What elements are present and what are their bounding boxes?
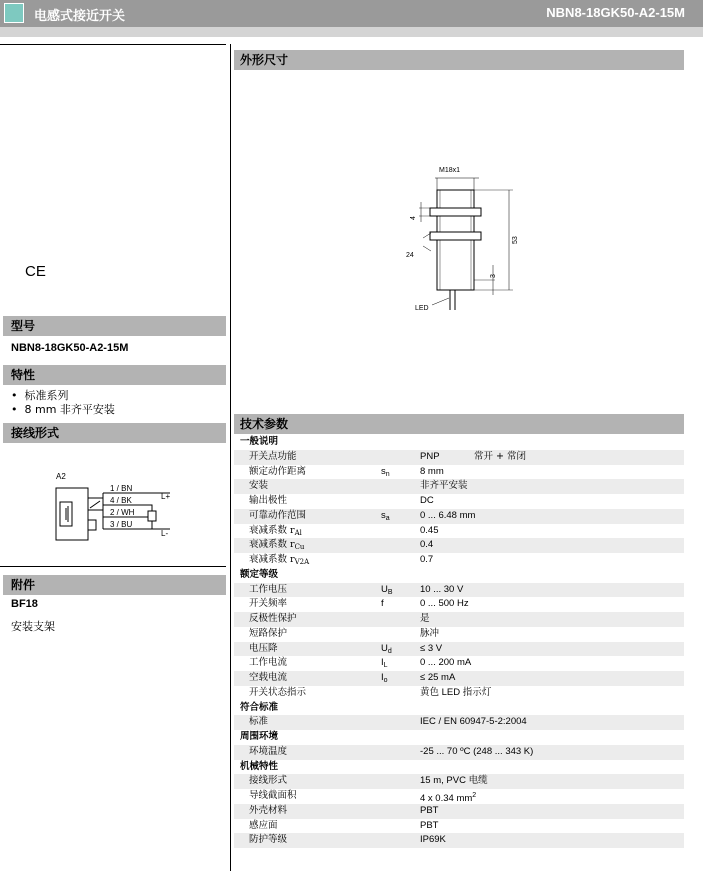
wiring-diagram — [40, 468, 190, 548]
length-label: 53 — [512, 236, 519, 244]
tech-row-label: 衰减系数 $r_{V2A}$ — [249, 554, 310, 566]
tech-row-value: IP69K — [420, 834, 446, 846]
accessory-description: 安装支架 — [11, 620, 55, 633]
led-label: LED — [415, 305, 429, 312]
tech-row-value: 是 — [420, 613, 430, 624]
title-bar — [0, 0, 703, 27]
tech-row — [234, 656, 684, 671]
tech-row — [234, 538, 684, 553]
column-divider — [230, 44, 231, 871]
tech-row-label: 安装 — [249, 480, 269, 492]
left-divider — [0, 44, 226, 45]
tech-row-label: 衰减系数 $r_{Cu}$ — [249, 539, 305, 552]
tech-row-value: 黄色 LED 指示灯 — [420, 686, 492, 698]
tech-row-value: PBT — [420, 804, 439, 816]
tech-row-symbol: $U_d$ — [381, 642, 392, 655]
tech-row-label: 符合标准 — [240, 701, 279, 713]
tech-row-value: 非齐平安装 — [420, 480, 468, 492]
tech-row — [234, 819, 684, 834]
left-divider — [0, 566, 226, 567]
accessory-header: 附件 — [3, 575, 226, 595]
tech-row-note: 常开 + 常闭 — [474, 450, 526, 462]
tech-row-value: 0.4 — [420, 539, 434, 551]
lminus-label: L- — [161, 529, 169, 538]
tech-row — [234, 450, 684, 465]
tech-row-label: 标准 — [249, 716, 269, 728]
product-model-title: NBN8-18GK50-A2-15M — [546, 5, 685, 20]
tech-row — [234, 789, 684, 804]
tech-row-label: 导线截面积 — [249, 790, 297, 801]
tech-row — [234, 479, 684, 494]
tech-row-value: 0 ... 6.48 mm — [420, 509, 476, 521]
tech-row — [234, 715, 684, 730]
tech-row-symbol: $I_o$ — [381, 672, 388, 684]
tech-row — [234, 833, 684, 848]
tech-row-label: 工作电压 — [249, 583, 288, 595]
tech-row — [234, 597, 684, 612]
tech-row-value: 0.7 — [420, 554, 434, 565]
dimensions-header: 外形尺寸 — [234, 50, 684, 70]
tech-row-value: 0.45 — [420, 524, 439, 536]
tech-section-header — [234, 701, 684, 716]
tech-row — [234, 583, 684, 598]
pin-label: 3 / BU — [110, 520, 133, 529]
pin-label: 4 / BK — [110, 496, 132, 505]
tech-row — [234, 774, 684, 789]
tech-row-label: 电压降 — [249, 642, 278, 654]
tech-row-label: 开关状态指示 — [249, 686, 307, 698]
ce-mark-icon: CE — [25, 263, 46, 280]
feature-item: • 8 mm 非齐平安装 — [11, 403, 115, 416]
tech-row — [234, 686, 684, 701]
tech-row-value: DC — [420, 495, 434, 506]
brand-square-icon — [4, 3, 24, 23]
tech-row-label: 额定动作距离 — [249, 465, 307, 477]
dimension-drawing — [395, 160, 535, 320]
tech-row — [234, 494, 684, 509]
tech-row-label: 衰减系数 $r_{Al}$ — [249, 524, 302, 537]
tech-row-label: 短路保护 — [249, 627, 288, 639]
tech-row-label: 环境温度 — [249, 745, 288, 757]
pin-label: 1 / BN — [110, 484, 133, 493]
tech-section-header — [234, 568, 684, 583]
tech-row-symbol: $s_a$ — [381, 509, 390, 522]
tech-row — [234, 745, 684, 760]
tech-section-header — [234, 435, 684, 450]
tech-row-value: 10 ... 30 V — [420, 583, 464, 595]
thread-label: M18x1 — [439, 167, 461, 174]
tech-row — [234, 671, 684, 686]
offset-label: 3 — [490, 274, 497, 278]
tech-row — [234, 612, 684, 627]
tech-row-label: 开关频率 — [249, 598, 288, 610]
tech-row-value: 8 mm — [420, 465, 444, 477]
nut-thickness-label: 4 — [410, 216, 417, 220]
tech-row-label: 周围环境 — [240, 731, 279, 742]
tech-row-value: IEC / EN 60947-5-2:2004 — [420, 716, 527, 728]
features-header: 特性 — [3, 365, 226, 385]
accessory-code: BF18 — [11, 598, 38, 610]
tech-row-symbol: f — [381, 598, 384, 610]
tech-row-symbol: $U_B$ — [381, 583, 393, 596]
tech-row-label: 开关点功能 — [249, 450, 297, 462]
tech-row-label: 防护等级 — [249, 834, 288, 846]
sub-bar — [0, 27, 703, 37]
tech-row-label: 感应面 — [249, 819, 278, 831]
type-value: NBN8-18GK50-A2-15M — [11, 342, 129, 354]
tech-row-label: 额定等级 — [240, 568, 279, 580]
tech-row-value: PBT — [420, 819, 439, 831]
wiring-label: A2 — [56, 472, 66, 481]
tech-row-value: -25 ... 70 ºC (248 ... 343 K) — [420, 745, 534, 757]
wiring-header: 接线形式 — [3, 423, 226, 443]
tech-row-label: 一般说明 — [240, 436, 279, 447]
tech-row-value: 15 m, PVC 电缆 — [420, 775, 488, 787]
tech-row-value: PNP — [420, 450, 440, 462]
tech-row-label: 外壳材料 — [249, 804, 288, 816]
tech-row-label: 接线形式 — [249, 775, 288, 787]
tech-row — [234, 524, 684, 539]
tech-section-header — [234, 760, 684, 775]
lplus-label: L+ — [161, 492, 171, 501]
tech-row — [234, 509, 684, 524]
type-header: 型号 — [3, 316, 226, 336]
tech-row-value: 脉冲 — [420, 627, 440, 639]
tech-row — [234, 553, 684, 568]
tech-row-value: ≤ 3 V — [420, 642, 443, 654]
product-category-title: 电感式接近开关 — [34, 9, 126, 24]
pin-label: 2 / WH — [110, 508, 135, 517]
tech-row-label: 输出极性 — [249, 495, 288, 506]
tech-row-symbol: $I_L$ — [381, 657, 388, 670]
tech-row-label: 反极性保护 — [249, 613, 297, 624]
tech-row — [234, 627, 684, 642]
wrench-size-label: 24 — [406, 252, 414, 259]
tech-data-table — [234, 435, 684, 848]
tech-row-label: 空载电流 — [249, 672, 288, 683]
tech-row — [234, 465, 684, 480]
tech-row-value: 0 ... 200 mA — [420, 657, 472, 669]
tech-row-label: 工作电流 — [249, 657, 288, 669]
tech-section-header — [234, 730, 684, 745]
tech-row-label: 可靠动作范围 — [249, 509, 307, 521]
tech-row-value: 4 x 0.34 $mm^2$ — [420, 792, 477, 804]
tech-row-value: 0 ... 500 Hz — [420, 598, 469, 610]
tech-data-header: 技术参数 — [234, 414, 684, 434]
tech-row — [234, 804, 684, 819]
tech-row — [234, 642, 684, 657]
tech-row-value: ≤ 25 mA — [420, 672, 456, 683]
tech-row-label: 机械特性 — [240, 760, 279, 772]
tech-row-symbol: $s_n$ — [381, 465, 390, 478]
feature-item: • 标准系列 — [11, 389, 69, 402]
